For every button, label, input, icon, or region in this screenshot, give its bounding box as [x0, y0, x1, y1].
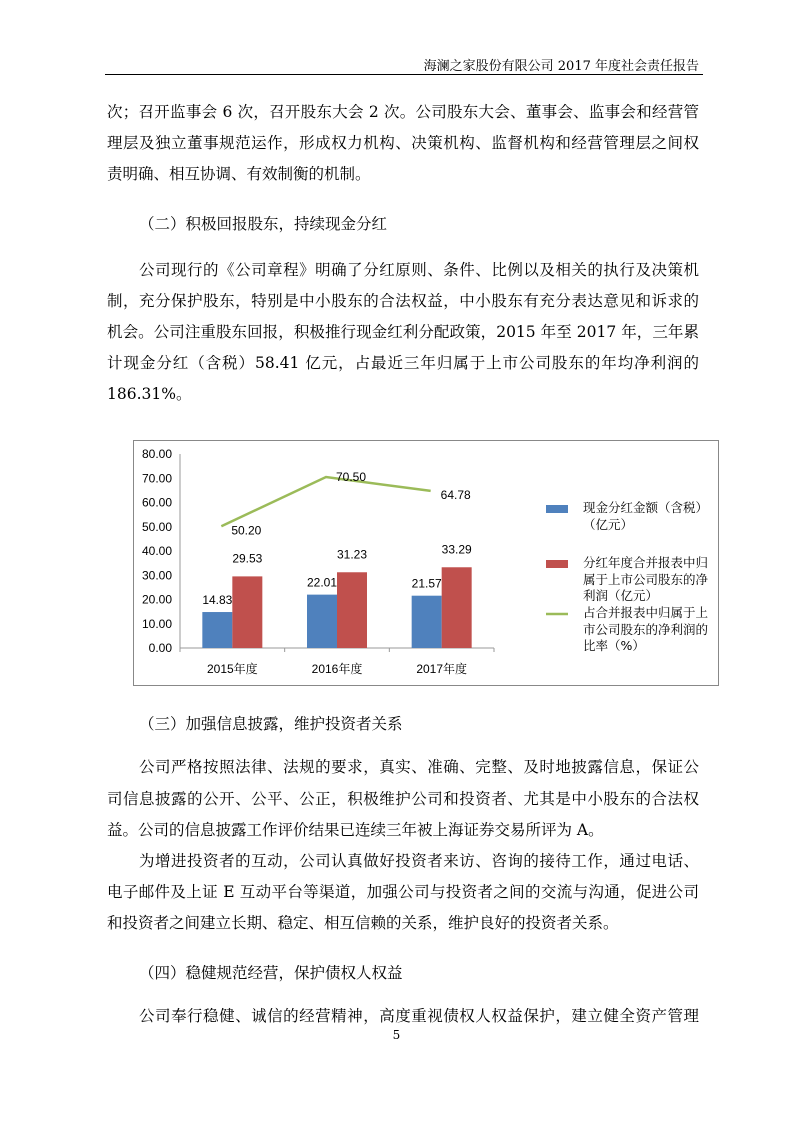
dividend-chart	[133, 440, 719, 686]
text-line: 益。公司的信息披露工作评价结果已连续三年被上海证券交易所评为 A。	[107, 821, 604, 839]
bar-data-label: 14.83	[202, 593, 233, 608]
text-line: 计现金分红（含税）58.41 亿元，占最近三年归属于上市公司股东的年均净利润的	[107, 354, 699, 372]
y-tick-label: 20.00	[141, 592, 172, 607]
text-line: 公司严格按照法律、法规的要求，真实、准确、完整、及时地披露信息，保证公	[139, 758, 699, 776]
y-tick-label: 80.00	[141, 447, 172, 461]
header-rule	[105, 74, 703, 75]
bar-dividend	[202, 612, 232, 648]
text-line: 制，充分保护股东，特别是中小股东的合法权益，中小股东有充分表达意见和诉求的	[107, 292, 699, 310]
section-heading: （二）积极回报股东，持续现金分红	[139, 215, 388, 233]
x-tick-label: 2015年度	[206, 662, 258, 676]
text-line: 司信息披露的公开、公平、公正，积极维护公司和投资者、尤其是中小股东的合法权	[107, 790, 699, 808]
text-line: 次；召开监事会 6 次，召开股东大会 2 次。公司股东大会、董事会、监事会和经营管	[107, 103, 699, 121]
x-tick-label: 2017年度	[416, 662, 468, 676]
line-data-label: 64.78	[440, 487, 471, 502]
text-line: 公司现行的《公司章程》明确了分红原则、条件、比例以及相关的执行及决策机	[139, 261, 699, 279]
bar-net-profit	[232, 576, 262, 648]
section-heading: （三）加强信息披露，维护投资者关系	[139, 715, 403, 733]
line-data-label: 50.20	[231, 523, 262, 538]
legend-key-dividend	[546, 505, 568, 513]
text-line: 186.31%。	[107, 385, 192, 403]
x-tick-label: 2016年度	[311, 662, 363, 676]
bar-data-label: 33.29	[441, 542, 472, 557]
section-heading: （四）稳健规范经营，保护债权人权益	[139, 964, 403, 982]
page-number: 5	[392, 1028, 401, 1042]
y-tick-label: 10.00	[141, 616, 172, 631]
page-header: 海澜之家股份有限公司 2017 年度社会责任报告	[423, 59, 699, 74]
y-tick-label: 70.00	[141, 471, 172, 486]
legend-label-dividend: 现金分红金额（含税）（亿元）	[583, 500, 709, 532]
text-line: 机会。公司注重股东回报，积极推行现金红利分配政策，2015 年至 2017 年，三年累	[107, 323, 699, 341]
legend-key-net-profit	[546, 560, 568, 568]
bar-data-label: 22.01	[306, 575, 338, 590]
text-line: 理层及独立董事规范运作，形成权力机构、决策机构、监督机构和经营管理层之间权	[107, 134, 699, 152]
y-tick-label: 60.00	[141, 495, 172, 510]
text-line: 和投资者之间建立长期、稳定、相互信赖的关系，维护良好的投资者关系。	[107, 914, 619, 932]
bar-net-profit	[442, 567, 472, 648]
legend-label-net-profit: 分红年度合并报表中归属于上市公司股东的净利润（亿元）	[583, 555, 709, 603]
y-tick-label: 40.00	[141, 544, 172, 558]
y-tick-label: 0.00	[148, 641, 172, 655]
bar-data-label: 29.53	[232, 551, 263, 566]
bar-data-label: 21.57	[411, 576, 442, 591]
legend-label-ratio: 占合并报表中归属于上市公司股东的净利润的比率（%）	[583, 605, 709, 653]
bar-data-label: 31.23	[336, 547, 368, 562]
ratio-line	[221, 477, 430, 526]
text-line: 为增进投资者的互动，公司认真做好投资者来访、咨询的接待工作，通过电话、	[139, 852, 699, 870]
bar-dividend	[307, 595, 337, 648]
line-data-label: 70.50	[336, 470, 367, 485]
text-line: 电子邮件及上证 E 互动平台等渠道，加强公司与投资者之间的交流与沟通，促进公司	[107, 883, 699, 901]
y-tick-label: 30.00	[141, 568, 172, 583]
bar-dividend	[412, 596, 442, 648]
text-line: 责明确、相互协调、有效制衡的机制。	[107, 165, 371, 183]
y-tick-label: 50.00	[141, 519, 172, 534]
bar-net-profit	[337, 572, 367, 648]
text-line: 公司奉行稳健、诚信的经营精神，高度重视债权人权益保护，建立健全资产管理	[139, 1007, 699, 1025]
